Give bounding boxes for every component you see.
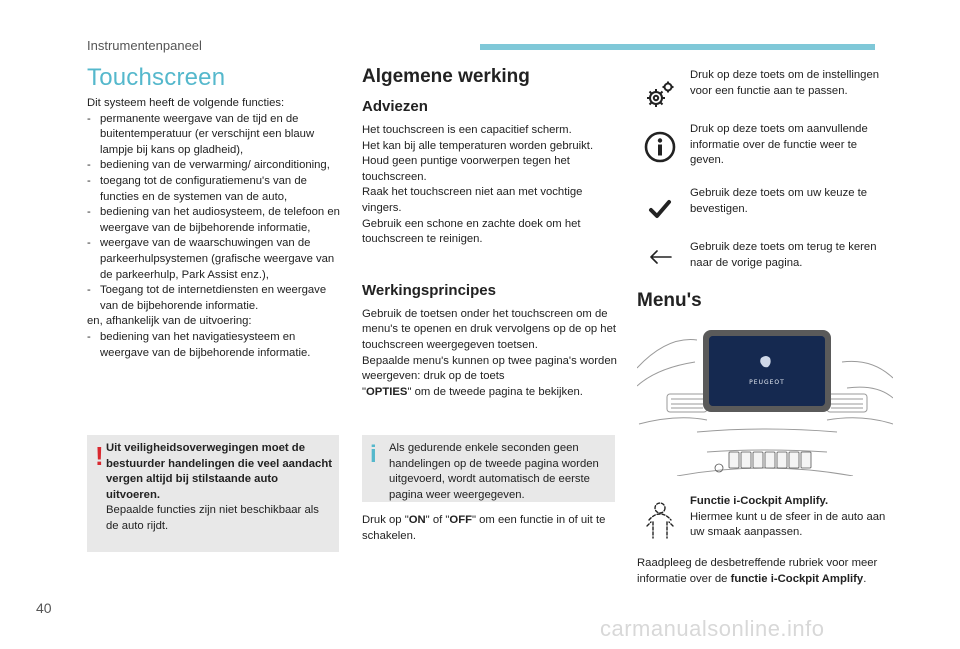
amplify-text: Hiermee kunt u de sfeer in de auto aan uw smaak aanpassen. [690,510,886,539]
watermark: carmanualsonline.info [600,616,825,641]
advice-line: Raak het touchscreen niet aan met vochtige vingers. [362,186,583,214]
principles-title: Werkingsprincipes [362,281,496,299]
info-row [637,122,897,172]
warning-box [87,435,339,552]
touchscreen-title: Touchscreen [87,64,226,91]
section-label: Instrumentenpaneel [87,38,202,53]
amplify-reference: Raadpleeg de desbetreffende rubriek voor meer informatie over de functie i-Cockpit Amplify. [637,557,878,585]
amplify-reference-bold: functie i-Cockpit Amplify [730,572,864,585]
list-item: - bediening van het audiosysteem, de telefoon en weergave van de bijbehorende informatie, [87,205,342,236]
warning-bold-text: Uit veiligheidsoverwegingen moet de bestuurder handelingen die veel aandacht vergen altijd bij stilstaande auto uitvoeren. [106,442,332,501]
off-keyword: OFF [449,514,472,526]
screen-logo-text: PEUGEOT [749,379,785,386]
amplify-bold-text: Functie i-Cockpit Amplify. [690,495,829,507]
confirm-text: Gebruik deze toets om uw keuze te bevestigen. [690,187,868,215]
column-touchscreen [87,64,342,361]
general-title: Algemene werking [362,66,530,87]
function-list [87,112,342,315]
settings-row [637,68,897,118]
back-text: Gebruik deze toets om terug te keren naar de vorige pagina. [690,241,877,269]
onoff-paragraph: Druk op "ON" of "OFF" om een functie in of uit te schakelen. [362,514,606,542]
advice-line: Houd geen puntige voorwerpen tegen het touchscreen. [362,155,570,183]
options-keyword: OPTIES [366,385,408,398]
touchscreen-intro: Dit systeem heeft de volgende functies: [87,97,285,109]
dashboard-illustration [637,328,893,476]
list-item: - bediening van het navigatiesysteem en weergave van de bijbehorende informatie. [87,330,342,361]
back-arrow-icon [643,240,677,274]
warning-text: Bepaalde functies zijn niet beschikbaar als de auto rijdt. [106,504,319,532]
settings-text: Druk op deze toets om de instellingen voor een functie aan te passen. [690,69,880,97]
info-mark-icon: i [370,441,377,468]
list-item: - Toegang tot de internetdiensten en weergave van de bijbehorende informatie. [87,283,342,314]
checkmark-icon [643,192,677,226]
advice-line: Het touchscreen is een capacitief scherm. [362,124,572,136]
warning-icon: ! [95,441,104,471]
page-number: 40 [36,600,52,616]
info-icon [643,130,677,164]
amplify-row [637,494,897,544]
version-list [87,330,342,361]
list-item: - permanente weergave van de tijd en de buitentemperatuur (er verschijnt een blauw lampje bij kans op gladheid), [87,112,342,159]
principles-line: Gebruik de toetsen onder het touchscreen om de menu's te openen en druk vervolgens op de op het touchscreen weergegeven toetsen. [362,307,617,351]
on-keyword: ON [408,514,426,526]
advice-line: Gebruik een schone en zachte doek om het touchscreen te reinigen. [362,217,581,246]
info-box [362,435,615,502]
back-row [637,240,897,280]
confirm-row [637,186,897,226]
advice-line: Het kan bij alle temperaturen worden gebruikt. [362,139,594,152]
list-item: - weergave van de waarschuwingen van de parkeerhulpsystemen (grafische weergave van de parkeerhulp, Park Assist enz.), [87,236,342,283]
version-intro: en, afhankelijk van de uitvoering: [87,315,252,328]
settings-gear-icon [643,78,677,112]
list-item: - toegang tot de configuratiemenu's van de functies en de systemen van de auto, [87,174,342,205]
advice-title: Adviezen [362,98,428,115]
column-general [362,66,622,400]
principles-line: Bepaalde menu's kunnen op twee pagina's worden weergeven: druk op de toets [362,354,617,383]
list-item: - bediening van de verwarming/ airconditioning, [87,158,342,174]
menus-title: Menu's [637,290,702,311]
info-text: Als gedurende enkele seconden geen handelingen op de tweede pagina worden uitgevoerd, wordt automatisch de eerste pagina weer weergegeven. [389,442,599,501]
amplify-person-icon [643,500,677,542]
options-line: "OPTIES" om de tweede pagina te bekijken. [362,385,583,398]
header-rule [480,44,875,50]
info-row-text: Druk op deze toets om aanvullende informatie over de functie weer te geven. [690,123,868,167]
